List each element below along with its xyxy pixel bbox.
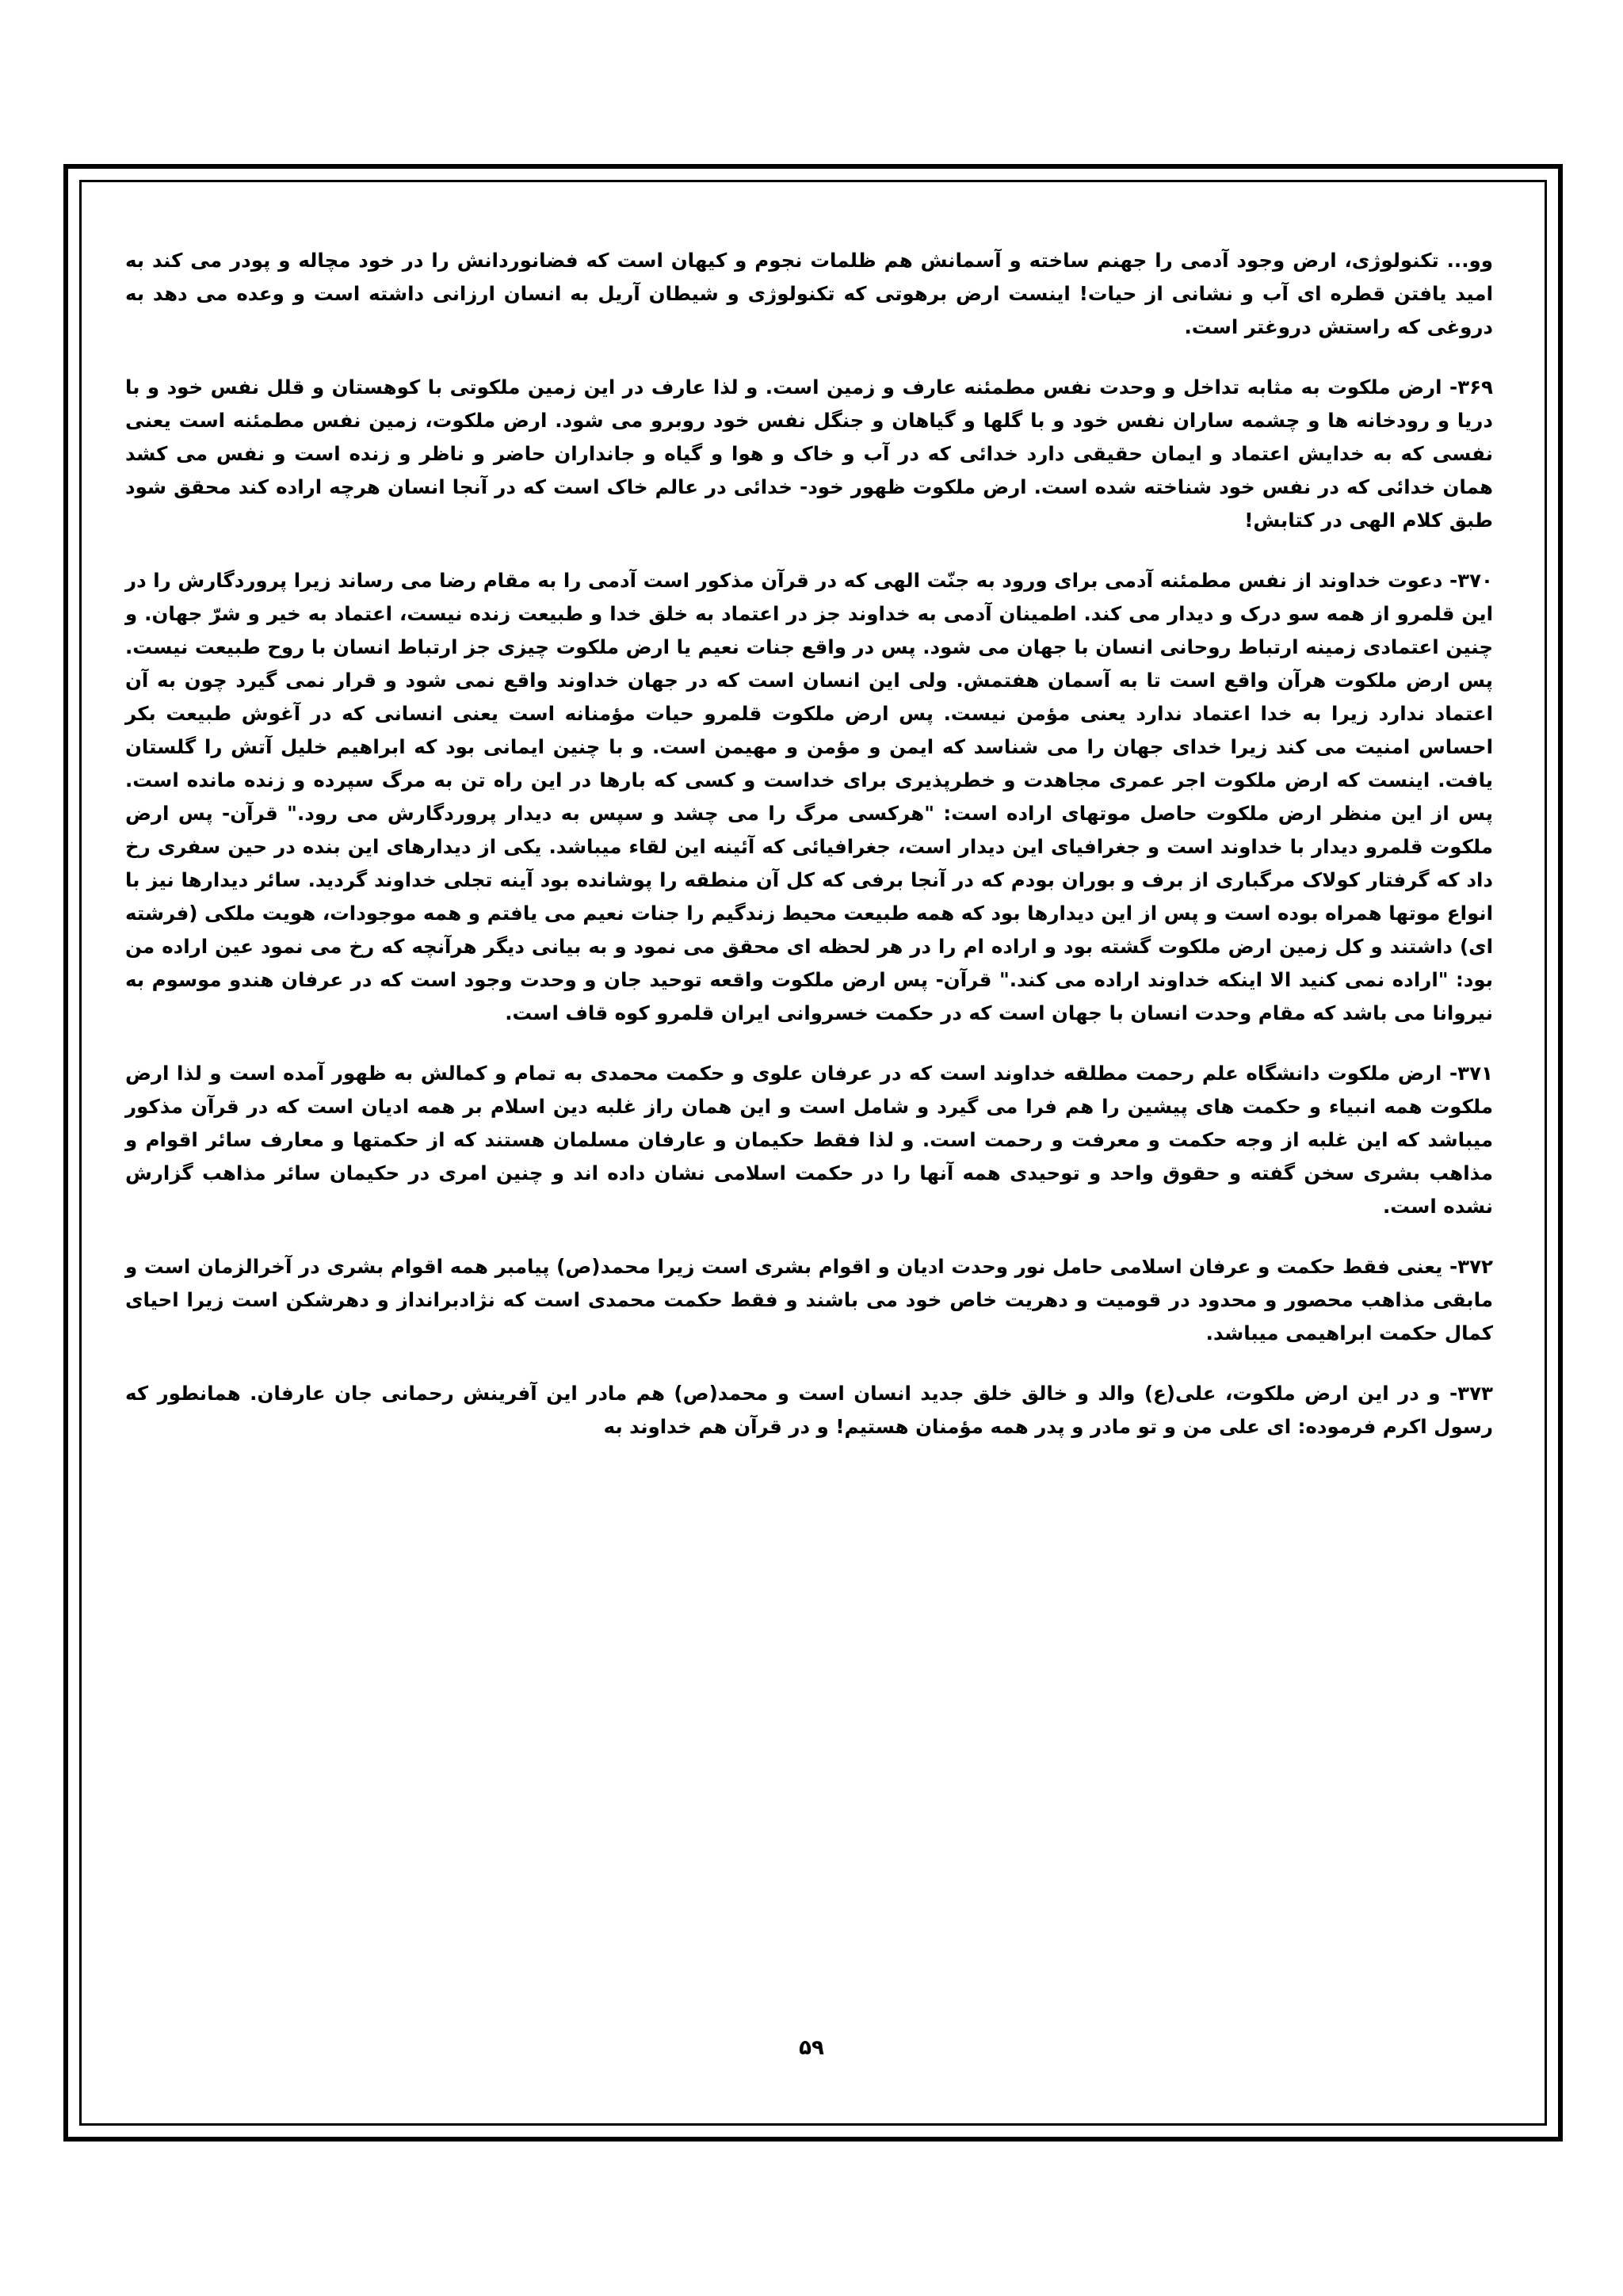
paragraph-369: ۳۶۹- ارض ملکوت به مثابه تداخل و وحدت نفس مطمئنه عارف و زمین است. و لذا عارف در این زمین ملکوتی با کوهستان و قلل نفس خود و با دریا و رودخانه ها و چشمه ساران نفس خود و با گلها و گیاهان و جنگل نفس خود روبرو می شود. ارض ملکوت، زمین نفس مطمئنه است یعنی نفسی که به خدایش اعتماد و ایمان حقیقی دارد خدائی که در آب و خاک و هوا و گیاه و جانداران حاضر و ناظر و زنده است و نفس می کشد همان خدائی که در نفس خود شناخته شده است. ارض ملکوت ظهور خود- خدائی در عالم خاک است که در آنجا انسان هرچه اراده کند محقق شود طبق کلام الهی در کتابش! (125, 376, 1493, 532)
page-body (125, 244, 1493, 1470)
paragraph-370: ۳۷۰- دعوت خداوند از نفس مطمئنه آدمی برای ورود به جنّت الهی که در قرآن مذکور است آدمی را به مقام رضا می رساند زیرا پروردگارش را در این قلمرو از همه سو درک و دیدار می کند. اطمینان آدمی به خداوند جز در اعتماد به خلق خدا و طبیعت زنده نیست، اعتماد به خیر و شرّ جهان. و چنین اعتمادی زمینه ارتباط روحانی انسان با جهان می شود. پس در واقع جنات نعیم یا ارض ملکوت چیزی جز ارتباط انسان با روح طبیعت نیست. پس ارض ملکوت هرآن واقع است تا به آسمان هفتمش. ولی این انسان است که در جهان خداوند واقع نمی شود و قرار نمی گیرد چون به آن اعتماد ندارد زیرا به خدا اعتماد ندارد یعنی مؤمن نیست. پس ارض ملکوت قلمرو حیات مؤمنانه است یعنی انسانی که در آغوش طبیعت بکر احساس امنیت می کند زیرا خدای جهان را می شناسد که ایمن و مؤمن و مهیمن است. و با چنین ایمانی بود که ابراهیم خلیل آتش را گلستان یافت. اینست که ارض ملکوت اجر عمری مجاهدت و خطرپذیری برای خداست و کسی که بارها در این راه تن به مرگ سپرده و زنده مانده است. پس از این منظر ارض ملکوت حاصل موتهای اراده است: "هرکسی مرگ را می چشد و سپس به دیدار پروردگارش می رود." قرآن- پس ارض ملکوت قلمرو دیدار با خداوند است و جغرافیای این دیدار است، جغرافیائی که آئینه این لقاء میباشد. یکی از دیدارهای این بنده در حین سفری رخ داد که گرفتار کولاک مرگباری از برف و بوران بودم که در آنجا برفی که کل آن منطقه را پوشانده بود آینه تجلی خداوند گردید. سائر دیدارها نیز با انواع موتها همراه بوده است و پس از این دیدارها بود که همه طبیعت محیط زندگیم را جنات نعیم می یافتم و همه موجودات، هویت ملکی (فرشته ای) داشتند و کل زمین ارض ملکوت گشته بود و اراده ام را در هر لحظه ای محقق می نمود و به بیانی دیگر هرآنچه که رخ می نمود عین اراده من بود: "اراده نمی کنید الا اینکه خداوند اراده می کند." قرآن- پس ارض ملکوت واقعه توحید جان و وحدت وجود است که در عرفان هندو موسوم به نیروانا می باشد که مقام وحدت انسان با جهان است که در حکمت خسروانی ایران قلمرو کوه قاف است. (125, 569, 1493, 1024)
paragraph-371: ۳۷۱- ارض ملکوت دانشگاه علم رحمت مطلقه خداوند است که در عرفان علوی و حکمت محمدی به تمام و کمالش به ظهور آمده است و لذا ارض ملکوت همه انبیاء و حکمت های پیشین را هم فرا می گیرد و شامل است و این همان راز غلبه دین اسلام بر همه ادیان است که در قرآن مذکور میباشد که این غلبه از وجه حکمت و معرفت و رحمت است. و لذا فقط حکیمان و عارفان مسلمان هستند که از حکمتها و معارف سائر اقوام و مذاهب بشری سخن گفته و حقوق واحد و توحیدی همه آنها را در حکمت اسلامی نشان داده اند و چنین امری در حکیمان سائر مذاهب گزارش نشده است. (125, 1062, 1493, 1218)
paragraph-continuation: وو... تکنولوژی، ارض وجود آدمی را جهنم ساخته و آسمانش هم ظلمات نجوم و کیهان است که فضانوردانش را در خود مچاله و پودر می کند به امید یافتن قطره ای آب و نشانی از حیات! اینست ارض برهوتی که تکنولوژی و شیطان آریل به انسان ارزانی داشته است و وعده می دهد به دروغی که راستش دروغتر است. (125, 249, 1493, 338)
page-number: ۵۹ (799, 2036, 824, 2060)
paragraph-373: ۳۷۳- و در این ارض ملکوت، علی(ع) والد و خالق خلق جدید انسان است و محمد(ص) هم مادر این آفرینش رحمانی جان عارفان. همانطور که رسول اکرم فرموده: ای علی من و تو مادر و پدر همه مؤمنان هستیم! و در قرآن هم خداوند به (125, 1382, 1493, 1438)
paragraph-372: ۳۷۲- یعنی فقط حکمت و عرفان اسلامی حامل نور وحدت ادیان و اقوام بشری است زیرا محمد(ص) پیامبر همه اقوام بشری در آخرالزمان است و مابقی مذاهب محصور و محدود در قومیت و دهریت خاص خود می باشند و فقط حکمت محمدی است که نژادبرانداز و دهرشکن است زیرا احیای کمال حکمت ابراهیمی میباشد. (125, 1255, 1493, 1344)
